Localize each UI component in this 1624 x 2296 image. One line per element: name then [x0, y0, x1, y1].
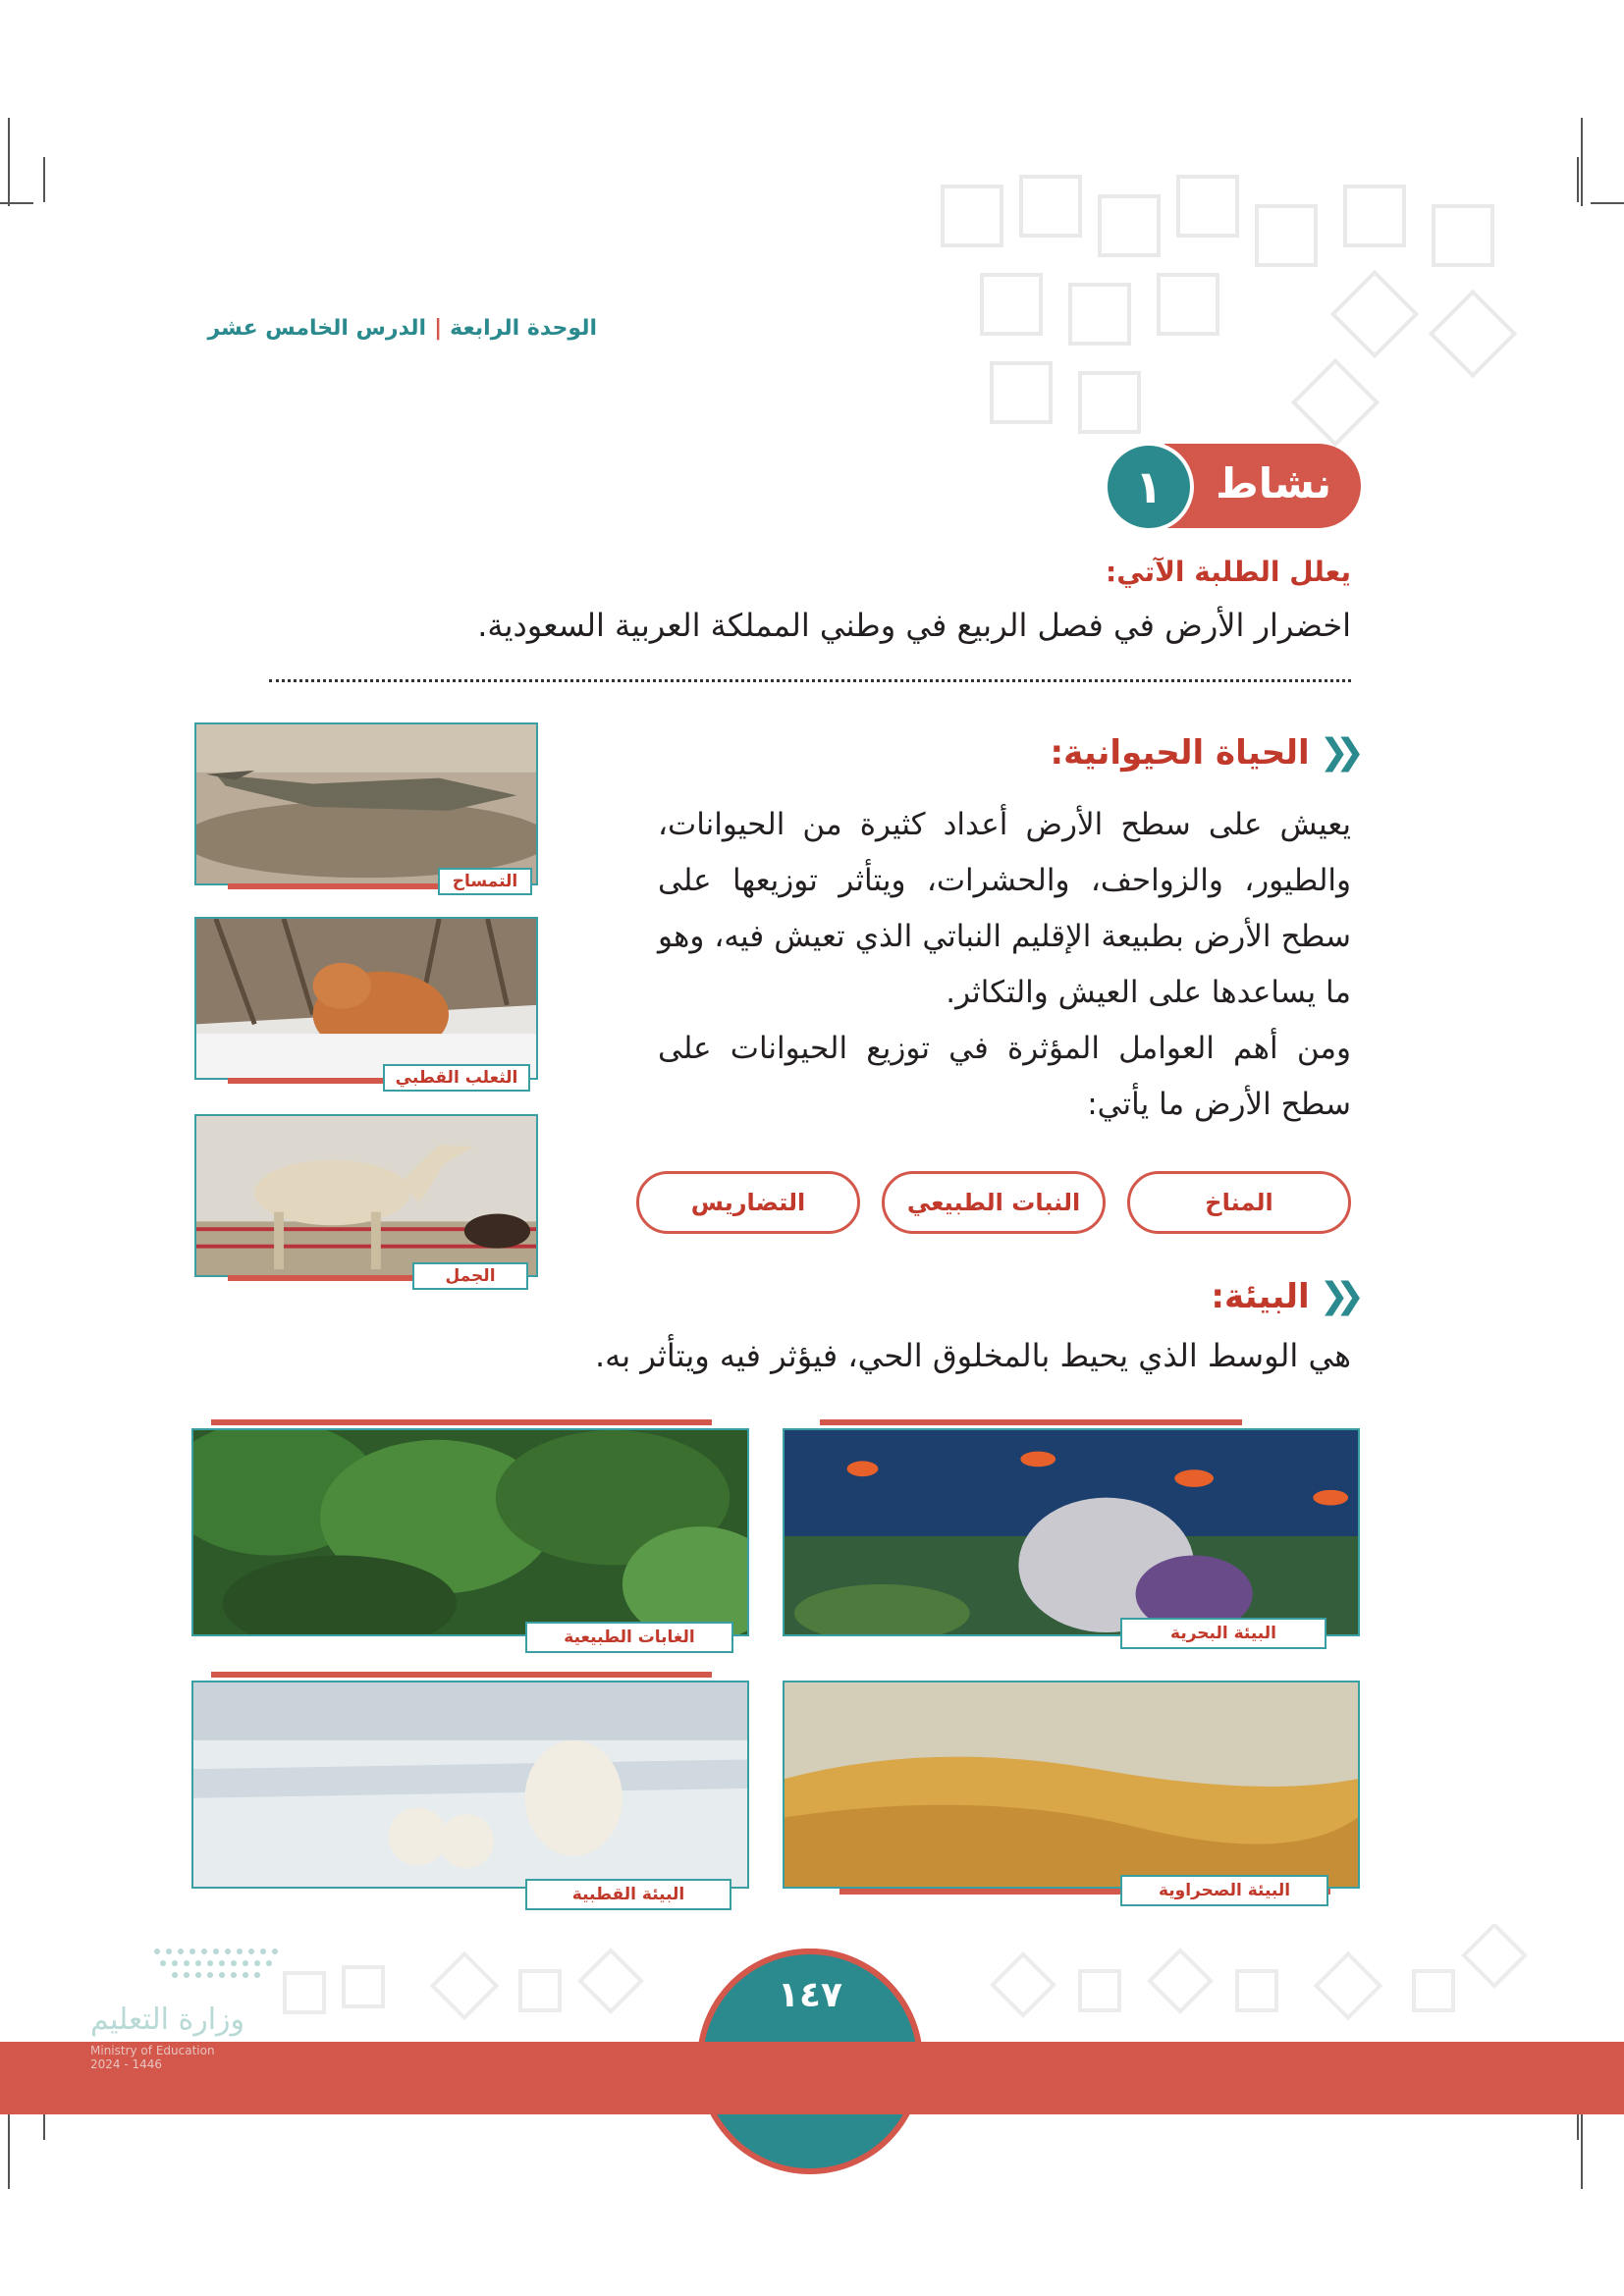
decorative-pattern	[933, 167, 1581, 461]
forest-photo	[191, 1428, 749, 1636]
crop-mark	[1581, 118, 1583, 206]
header-separator: |	[434, 316, 443, 341]
crop-mark	[1591, 202, 1624, 204]
photo-accent-bar	[211, 1419, 712, 1425]
photo-accent-bar	[211, 1672, 712, 1678]
page-number: ١٤٧	[778, 1975, 842, 2015]
crocodile-photo	[194, 722, 538, 885]
animal-life-paragraph-1: يعيش على سطح الأرض أعداد كثيرة من الحيوانات، والطيور، والزواحف، والحشرات، ويتأثر توزيعها على سطح الأرض بطبيعة الإقليم النباتي الذي تعيش فيه، وهو ما يساعدها على العيش والتكاثر.	[658, 807, 1351, 1010]
section-heading-animal-life	[1051, 732, 1351, 773]
crop-mark	[1581, 2110, 1583, 2189]
answer-line[interactable]	[269, 679, 1351, 682]
desert-environment-photo	[783, 1681, 1360, 1889]
caption-desert: البيئة الصحراوية	[1120, 1875, 1328, 1906]
animal-life-text	[658, 797, 1351, 1133]
unit-label: الوحدة الرابعة	[450, 316, 597, 341]
chevron-icon: ❮❮	[1319, 732, 1351, 773]
photo-accent-bar	[820, 1419, 1242, 1425]
environment-heading: البيئة:	[1211, 1276, 1310, 1316]
activity-badge	[1164, 444, 1361, 528]
environment-definition: هي الوسط الذي يحيط بالمخلوق الحي، فيؤثر فيه ويتأثر به.	[594, 1337, 1351, 1374]
caption-crocodile: التمساح	[438, 868, 532, 895]
caption-arctic-fox: الثعلب القطبي	[383, 1064, 530, 1092]
polar-environment-photo	[191, 1681, 749, 1889]
animal-life-heading: الحياة الحيوانية:	[1050, 732, 1310, 773]
chevron-icon: ❮❮	[1319, 1276, 1351, 1316]
marine-environment-photo	[783, 1428, 1360, 1636]
unit-lesson-header	[208, 316, 598, 341]
caption-forest: الغابات الطبيعية	[525, 1622, 733, 1653]
ministry-name-ar: وزارة التعليم	[90, 2002, 245, 2037]
caption-polar: البيئة القطبية	[525, 1879, 731, 1910]
arctic-fox-photo	[194, 917, 538, 1080]
prompt-body: اخضرار الأرض في فصل الربيع في وطني المملكة العربية السعودية.	[477, 607, 1351, 644]
factor-climate: المناخ	[1127, 1171, 1351, 1234]
caption-camel: الجمل	[412, 1262, 528, 1290]
activity-label: نشاط	[1216, 459, 1331, 507]
factor-vegetation: النبات الطبيعي	[882, 1171, 1106, 1234]
caption-marine: البيئة البحرية	[1120, 1618, 1326, 1649]
activity-number: ١	[1104, 442, 1194, 532]
lesson-label: الدرس الخامس عشر	[207, 316, 427, 341]
edition-year: 2024 - 1446	[90, 2057, 163, 2071]
crop-mark	[0, 202, 33, 204]
footer-band-cover	[0, 2042, 1624, 2114]
camel-photo	[194, 1114, 538, 1277]
crop-mark	[8, 2110, 10, 2189]
crop-mark	[8, 118, 10, 206]
factor-terrain: التضاريس	[636, 1171, 860, 1234]
ministry-logo-dots	[147, 1942, 295, 1991]
crop-mark	[43, 157, 45, 202]
section-heading-environment	[1211, 1276, 1351, 1316]
ministry-name-en: Ministry of Education	[90, 2044, 215, 2057]
animal-life-paragraph-2: ومن أهم العوامل المؤثرة في توزيع الحيوانات على سطح الأرض ما يأتي:	[658, 1031, 1351, 1122]
prompt-title: يعلل الطلبة الآتي:	[1106, 556, 1351, 588]
